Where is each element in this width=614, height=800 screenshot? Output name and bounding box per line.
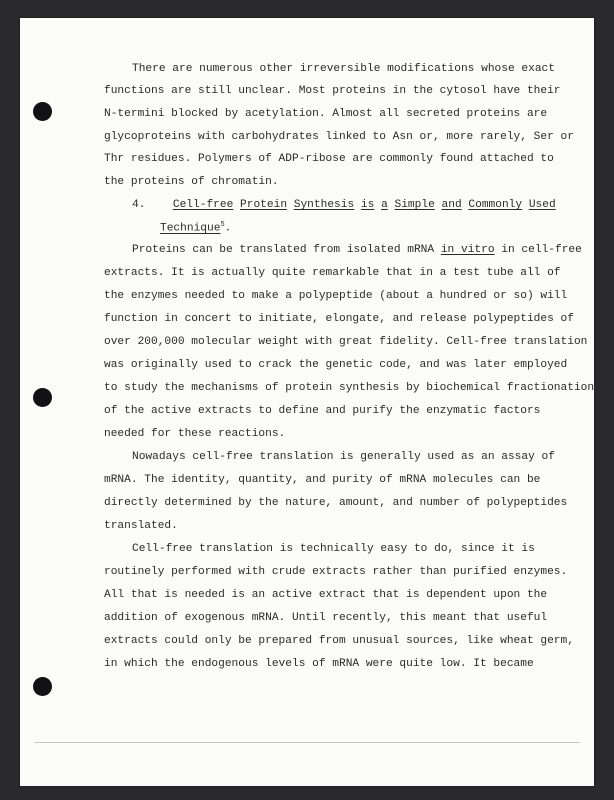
heading-word: Synthesis [293, 199, 355, 211]
text-line: to study the mechanisms of protein synthesis by biochemical fractionation [104, 382, 595, 394]
text-line: extracts. It is actually quite remarkable that in a test tube all of [104, 267, 561, 279]
text-line: function in concert to initiate, elongate, and release polypeptides of [104, 313, 574, 325]
heading-word: Protein [240, 199, 288, 211]
text-span: in cell-free [501, 244, 582, 256]
text-line: routinely performed with crude extracts rather than purified enzymes. [104, 566, 568, 578]
heading-word: Used [528, 199, 556, 211]
heading-word: Commonly [468, 199, 523, 211]
text-span-emph: in vitro [440, 244, 495, 256]
section-heading [132, 199, 556, 211]
text-line: needed for these reactions. [104, 428, 286, 440]
text-line: All that is needed is an active extract that is dependent upon the [104, 589, 548, 601]
text-line: Thr residues. Polymers of ADP-ribose are commonly found attached to [104, 153, 554, 165]
page-bottom-rule [34, 742, 580, 743]
text-line: mRNA. The identity, quantity, and purity of mRNA molecules can be [104, 474, 541, 486]
text-line: Cell-free translation is technically easy to do, since it is [132, 543, 535, 555]
heading-end: . [224, 222, 232, 235]
text-line: extracts could only be prepared from unusual sources, like wheat germ, [104, 635, 574, 647]
text-line: functions are still unclear. Most proteins in the cytosol have their [104, 85, 561, 97]
text-line: Nowadays cell-free translation is generally used as an assay of [132, 451, 555, 463]
text-line: of the active extracts to define and purify the enzymatic factors [104, 405, 541, 417]
heading-word: Cell-free [172, 199, 234, 211]
heading-word: Simple [394, 199, 435, 211]
heading-word: is [360, 199, 375, 211]
footnote-ref: 5 [220, 221, 225, 229]
binder-hole-bottom [33, 677, 52, 696]
section-heading-cont [160, 221, 231, 235]
heading-word: and [441, 199, 462, 211]
text-line: glycoproteins with carbohydrates linked to Asn or, more rarely, Ser or [104, 131, 574, 143]
binder-hole-middle [33, 388, 52, 407]
text-line: was originally used to crack the genetic code, and was later employed [104, 359, 568, 371]
document-page [20, 18, 594, 786]
text-line: the proteins of chromatin. [104, 176, 279, 188]
text-line: directly determined by the nature, amount, and number of polypeptides [104, 497, 568, 509]
text-line: over 200,000 molecular weight with great fidelity. Cell-free translation [104, 336, 588, 348]
heading-word: Technique [160, 222, 221, 235]
text-span: Proteins can be translated from isolated mRNA [132, 244, 435, 256]
heading-word: a [381, 199, 388, 211]
text-line: N-termini blocked by acetylation. Almost all secreted proteins are [104, 108, 548, 120]
text-line: translated. [104, 520, 178, 532]
binder-hole-top [33, 102, 52, 121]
text-line [132, 244, 582, 256]
text-line: addition of exogenous mRNA. Until recently, this meant that useful [104, 612, 548, 624]
text-line: There are numerous other irreversible modifications whose exact [132, 63, 555, 75]
text-line: in which the endogenous levels of mRNA were quite low. It became [104, 658, 534, 670]
text-line: the enzymes needed to make a polypeptide (about a hundred or so) will [104, 290, 568, 302]
heading-number: 4. [132, 199, 146, 211]
